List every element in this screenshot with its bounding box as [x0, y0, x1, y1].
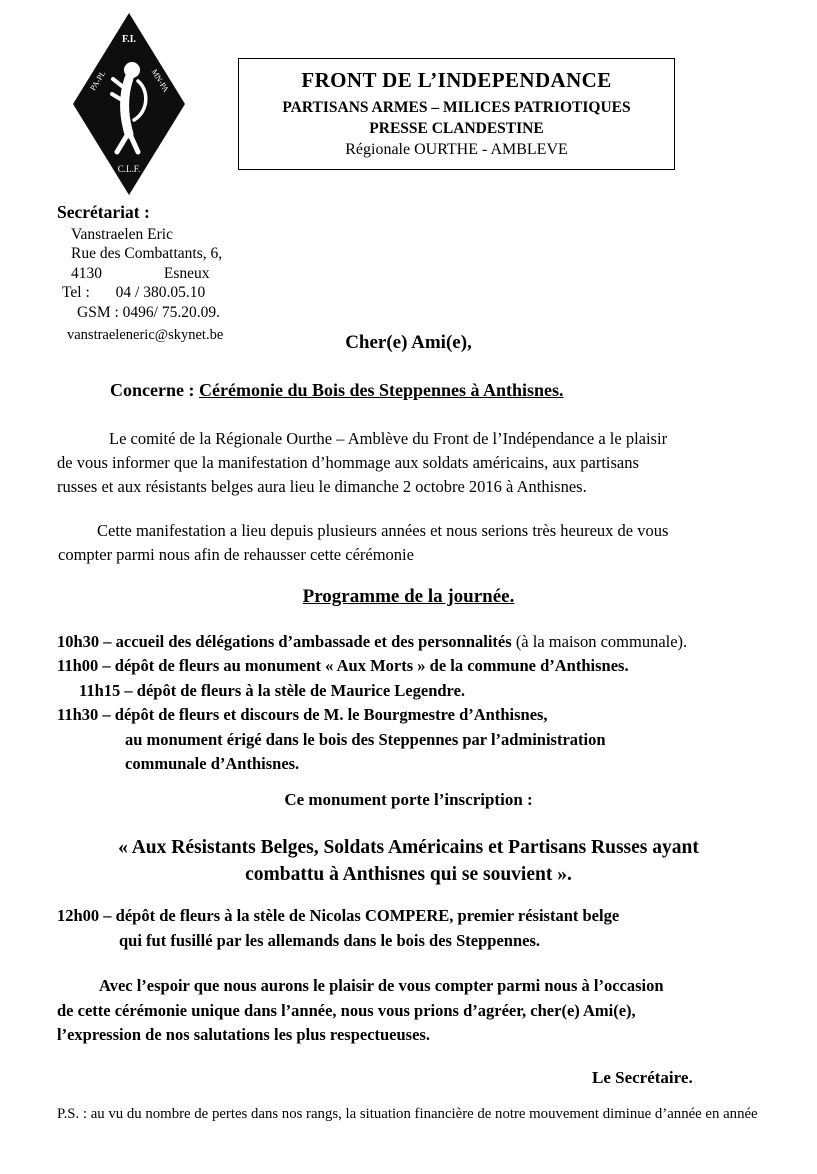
logo-top-label: F.I.: [121, 34, 137, 45]
header-box: [238, 58, 675, 170]
schedule-item-continuation: qui fut fusillé par les allemands dans le bois des Steppennes.: [119, 930, 540, 950]
subject-line: [110, 380, 564, 401]
schedule-item-11h00: 11h00 – dépôt de fleurs au monument « Aux Morts » de la commune d’Anthisnes.: [57, 656, 629, 676]
secretariat-title: Secrétariat :: [57, 202, 150, 222]
postscript: P.S. : au vu du nombre de pertes dans nos rangs, la situation financière de notre mouvement diminue d’année en année: [57, 1106, 758, 1122]
paragraph-line: Cette manifestation a lieu depuis plusieurs années et nous serions très heureux de vous: [97, 521, 669, 540]
paragraph-line: Le comité de la Régionale Ourthe – Amblève du Front de l’Indépendance a le plaisir: [109, 429, 668, 448]
tel-value: 04 / 380.05.10: [115, 284, 206, 301]
signature: Le Secrétaire.: [592, 1068, 693, 1087]
city: Esneux: [163, 264, 210, 282]
postal-code: 4130: [71, 264, 102, 282]
tel-label: Tel :: [62, 284, 90, 301]
monument-intro: Ce monument porte l’inscription :: [284, 790, 533, 809]
inscription-line: combattu à Anthisnes qui se souvient ».: [245, 864, 572, 885]
fi-logo: [70, 10, 188, 198]
secretariat-address: Rue des Combattants, 6,: [71, 245, 223, 262]
paragraph-line: compter parmi nous afin de rehausser cette cérémonie: [58, 545, 414, 564]
subject-text: Cérémonie du Bois des Steppennes à Anthisnes.: [198, 380, 564, 400]
paragraph-line: l’expression de nos salutations les plus respectueuses.: [57, 1025, 430, 1045]
logo-bottom-label: C.L.F.: [117, 164, 141, 174]
monument-inscription: [0, 834, 817, 888]
paragraph-line: Avec l’espoir que nous aurons le plaisir de vous compter parmi nous à l’occasion: [99, 976, 664, 995]
schedule-item-12h00-block: [57, 904, 777, 953]
inscription-line: « Aux Résistants Belges, Soldats Américains et Partisans Russes ayant: [118, 837, 699, 858]
secretariat-name: Vanstraelen Eric: [71, 225, 173, 243]
tel-line: [57, 283, 223, 303]
email-address: vanstraeleneric@skynet.be: [67, 327, 224, 343]
org-title: FRONT DE L’INDEPENDANCE: [301, 68, 612, 92]
fi-logo-graphic: [70, 10, 188, 198]
paragraph-2: [55, 519, 765, 567]
secretariat-block: [57, 203, 223, 346]
org-subtitle-2: PRESSE CLANDESTINE: [369, 120, 544, 137]
schedule-list: [57, 630, 777, 776]
schedule-item-12h00: 12h00 – dépôt de fleurs à la stèle de Nicolas COMPERE, premier résistant belge: [57, 906, 620, 925]
closing-paragraph: [57, 974, 767, 1048]
org-region: Régionale OURTHE - AMBLEVE: [345, 141, 568, 158]
subject-label: Concerne :: [110, 380, 199, 400]
salutation: Cher(e) Ami(e),: [345, 332, 472, 353]
paragraph-line: de vous informer que la manifestation d’hommage aux soldats américains, aux partisans: [57, 453, 639, 472]
org-subtitle-1: PARTISANS ARMES – MILICES PATRIOTIQUES: [282, 99, 631, 116]
schedule-item-continuation: au monument érigé dans le bois des Steppennes par l’administration: [125, 729, 606, 749]
paragraph-line: de cette cérémonie unique dans l’année, nous vous prions d’agréer, cher(e) Ami(e),: [57, 1000, 636, 1020]
schedule-item-note: (à la maison communale).: [515, 632, 688, 651]
paragraph-line: russes et aux résistants belges aura lieu le dimanche 2 octobre 2016 à Anthisnes.: [57, 477, 587, 496]
secretariat-city-line: [57, 264, 223, 284]
gsm-line: GSM : 0496/ 75.20.09.: [77, 303, 220, 321]
programme-heading: Programme de la journée.: [302, 586, 515, 607]
schedule-item-11h15: 11h15 – dépôt de fleurs à la stèle de Maurice Legendre.: [79, 680, 466, 700]
schedule-item-continuation: communale d’Anthisnes.: [125, 754, 300, 774]
paragraph-1: [57, 427, 767, 499]
schedule-item-11h30: 11h30 – dépôt de fleurs et discours de M. le Bourgmestre d’Anthisnes,: [57, 705, 548, 725]
schedule-item-10h30: [57, 630, 777, 654]
logo-right-label: MN-PA: [149, 67, 171, 94]
schedule-item-text: 10h30 – accueil des délégations d’ambassade et des personnalités: [57, 632, 516, 651]
logo-left-label: PA-PL: [88, 69, 108, 93]
